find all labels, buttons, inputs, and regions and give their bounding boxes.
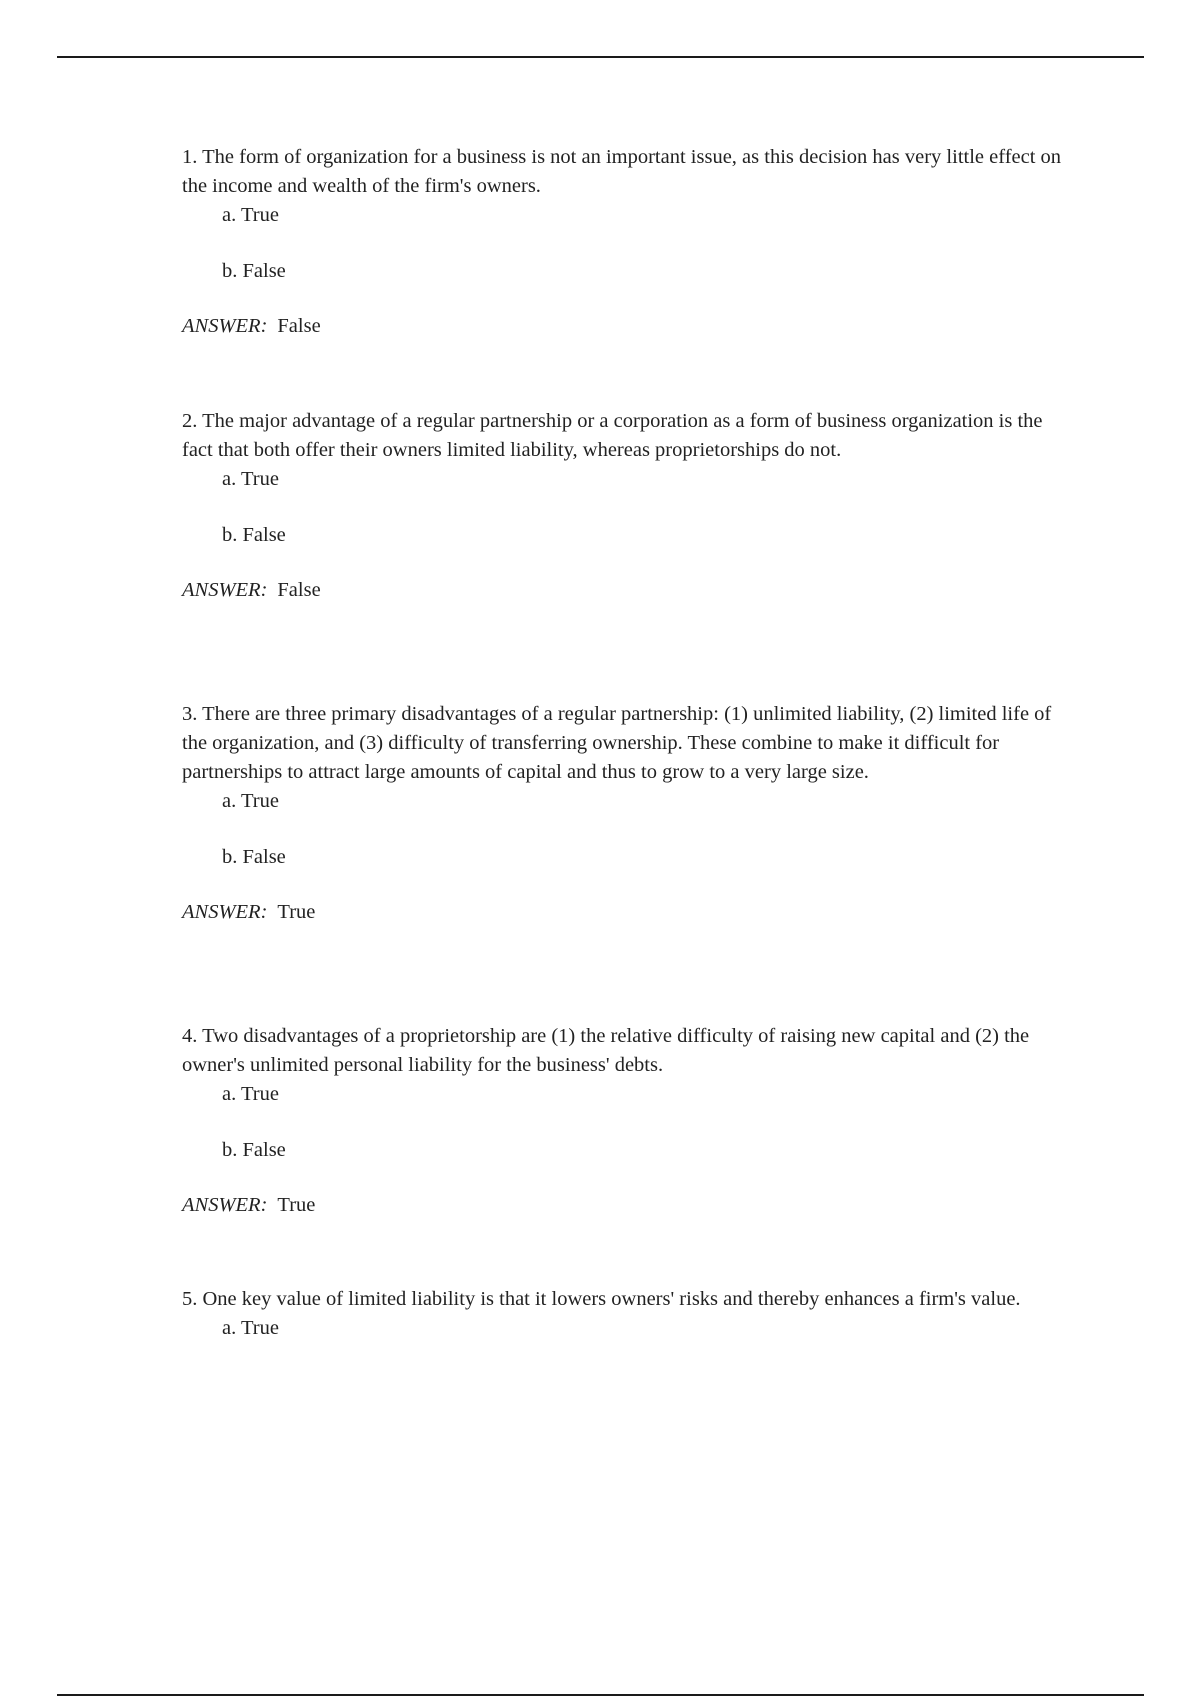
- question-text: 1. The form of organization for a business is not an important issue, as this decision has very little effect on the income and wealth of the firm's owners.: [182, 146, 1062, 197]
- option-true: a. True: [222, 1317, 279, 1339]
- answer-label: ANSWER:: [182, 1194, 268, 1216]
- option-false: b. False: [222, 260, 286, 282]
- answer-value: False: [277, 315, 321, 337]
- option-true: a. True: [222, 1083, 279, 1105]
- answer-label: ANSWER:: [182, 901, 268, 923]
- question-text: 4. Two disadvantages of a proprietorship are (1) the relative difficulty of raising new capital and (2) the owner's unlimited personal liability for the business' debts.: [182, 1025, 1030, 1076]
- option-false: b. False: [222, 846, 286, 868]
- answer: [182, 1191, 1062, 1220]
- header-rule: [57, 56, 1144, 58]
- answer: [182, 312, 1062, 341]
- answer-label: ANSWER:: [182, 579, 268, 601]
- question-5: [182, 1285, 1062, 1343]
- question-3: [182, 700, 1062, 927]
- option-true: a. True: [222, 468, 279, 490]
- question-text: 2. The major advantage of a regular partnership or a corporation as a form of business organization is the fact that both offer their owners limited liability, whereas proprietorships do not.: [182, 410, 1043, 461]
- question-2: [182, 407, 1062, 605]
- answer: [182, 576, 1062, 605]
- answer-value: True: [277, 1194, 316, 1216]
- answer-label: ANSWER:: [182, 315, 268, 337]
- answer-value: False: [277, 579, 321, 601]
- question-4: [182, 1022, 1062, 1220]
- footer-rule: [57, 1694, 1144, 1696]
- question-text: 3. There are three primary disadvantages of a regular partnership: (1) unlimited liability, (2) limited life of the organization, and (3) difficulty of transferring ownership. These combine to make it difficult for partnerships to attract large amounts of capital and thus to grow to a very large size.: [182, 703, 1052, 783]
- answer: [182, 898, 1062, 927]
- option-true: a. True: [222, 204, 279, 226]
- option-false: b. False: [222, 1139, 286, 1161]
- question-text: 5. One key value of limited liability is that it lowers owners' risks and thereby enhances a firm's value.: [182, 1288, 1021, 1310]
- option-true: a. True: [222, 790, 279, 812]
- answer-value: True: [277, 901, 316, 923]
- option-false: b. False: [222, 524, 286, 546]
- question-1: [182, 143, 1062, 341]
